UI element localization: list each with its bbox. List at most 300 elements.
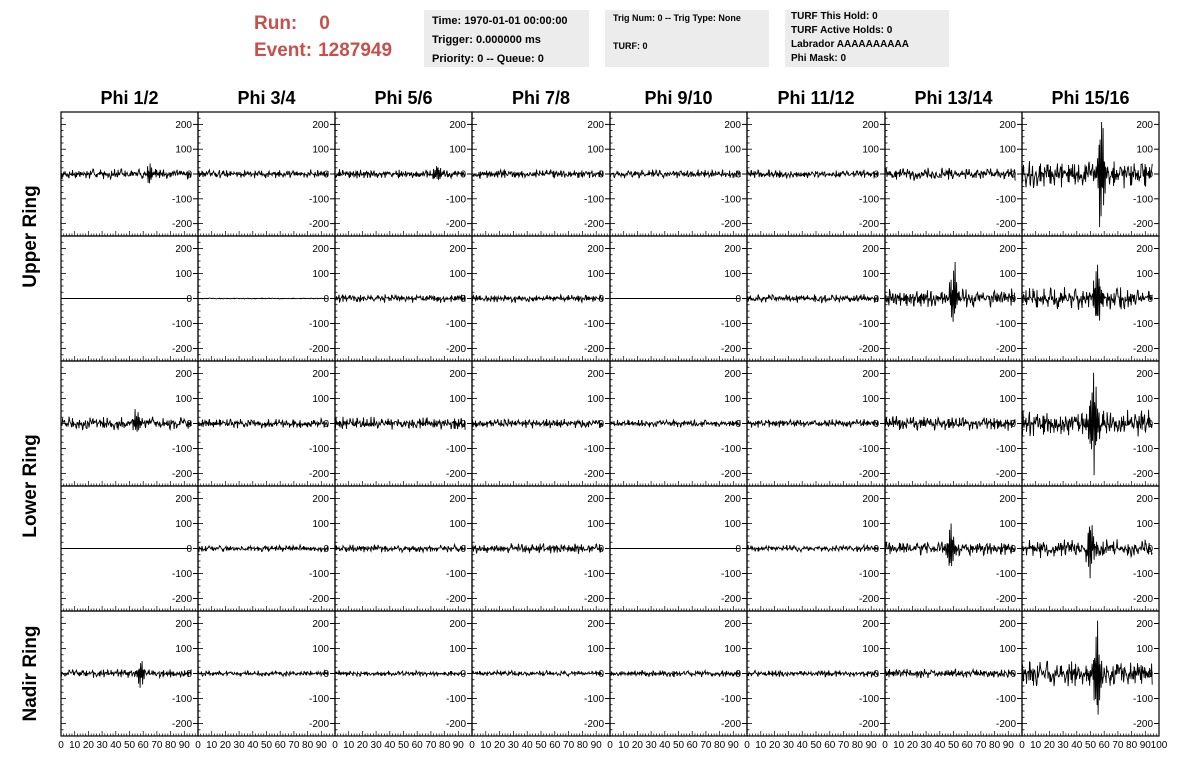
x-tick-label: 70	[700, 740, 712, 751]
x-tick-label: 10	[69, 740, 81, 751]
waveform-trace	[1022, 373, 1152, 475]
y-tick-label: 200	[175, 494, 192, 505]
x-tick-label: 50	[397, 740, 410, 751]
y-tick-label: 100	[312, 394, 329, 405]
y-tick-label: 200	[862, 369, 879, 380]
y-tick-label: -100	[583, 444, 604, 455]
x-tick-label: 50	[810, 740, 822, 751]
x-tick-label: 40	[934, 740, 946, 751]
y-tick-label: -200	[583, 344, 604, 355]
x-tick-label: 80	[165, 740, 177, 751]
labrador-text: Labrador AAAAAAAAAA	[791, 39, 909, 50]
x-tick-label: 70	[288, 740, 300, 751]
x-tick-label: 50	[535, 740, 547, 751]
y-tick-label: -100	[171, 194, 192, 206]
x-tick-label: 0	[744, 740, 750, 751]
y-tick-label: -200	[858, 469, 879, 480]
x-tick-label: 0	[195, 740, 201, 751]
y-tick-label: 200	[449, 119, 466, 131]
event-label: Event:	[254, 40, 313, 61]
y-tick-label: 100	[724, 144, 741, 156]
y-tick-label: -100	[445, 444, 466, 455]
y-tick-label: 200	[724, 619, 741, 630]
y-tick-label: 100	[862, 394, 879, 405]
x-tick-label: 80	[989, 740, 1001, 751]
x-tick-label: 100	[1150, 740, 1168, 751]
x-tick-label: 70	[975, 740, 987, 751]
waveform-trace	[610, 170, 740, 179]
x-tick-label: 40	[247, 740, 259, 751]
x-tick-label: 30	[920, 740, 932, 751]
y-tick-label: 100	[312, 519, 329, 530]
y-tick-label: 200	[862, 494, 879, 505]
y-tick-label: -200	[858, 219, 879, 231]
y-tick-label: 0	[598, 169, 604, 181]
time-text: Time: 1970-01-01 00:00:00	[432, 15, 568, 27]
y-tick-label: -100	[445, 569, 466, 580]
y-tick-label: 100	[999, 144, 1016, 156]
x-tick-label: 10	[755, 740, 767, 751]
y-tick-label: 0	[1147, 419, 1153, 430]
y-tick-label: -200	[308, 594, 329, 605]
waveform-trace	[610, 670, 740, 677]
y-tick-label: -100	[720, 444, 741, 455]
x-tick-label: 30	[1057, 740, 1069, 751]
y-tick-label: 200	[312, 494, 329, 505]
y-tick-label: 100	[999, 644, 1016, 655]
x-tick-label: 10	[893, 740, 905, 751]
y-tick-label: 200	[724, 244, 741, 255]
run-label: Run:	[254, 13, 298, 34]
x-tick-label: 50	[672, 740, 685, 751]
y-tick-label: 100	[724, 394, 741, 405]
waveform-trace	[198, 671, 328, 677]
run-value: 0	[319, 13, 330, 34]
waveform-trace	[472, 170, 603, 179]
y-tick-label: 0	[186, 544, 192, 555]
y-tick-label: 200	[724, 369, 741, 380]
waveform-trace	[885, 524, 1015, 567]
y-tick-label: -200	[995, 344, 1016, 355]
x-tick-label: 70	[425, 740, 437, 751]
y-tick-label: 0	[598, 544, 604, 555]
waveform-trace	[747, 294, 878, 303]
waveform-trace	[335, 417, 465, 430]
waveform-trace	[198, 298, 328, 299]
x-tick-label: 30	[782, 740, 794, 751]
y-tick-label: 200	[999, 244, 1016, 255]
y-tick-label: 0	[735, 294, 741, 305]
x-tick-label: 20	[82, 740, 94, 751]
y-tick-label: 100	[724, 519, 741, 530]
row-label: Lower Ring	[20, 434, 41, 538]
y-tick-label: 100	[449, 269, 466, 280]
y-tick-label: -200	[858, 594, 879, 605]
x-tick-label: 60	[137, 740, 149, 751]
y-tick-label: 100	[175, 269, 192, 280]
waveform-trace	[472, 543, 603, 554]
y-tick-label: -200	[1132, 594, 1153, 605]
y-tick-label: -200	[995, 469, 1016, 480]
y-tick-label: -200	[720, 594, 741, 605]
y-tick-label: 200	[1136, 119, 1153, 131]
y-tick-label: -200	[171, 219, 192, 231]
y-tick-label: 100	[1136, 644, 1153, 655]
x-tick-label: 90	[315, 740, 327, 751]
y-tick-label: 100	[449, 394, 466, 405]
turf-text: TURF: 0	[613, 41, 648, 51]
x-tick-label: 50	[260, 740, 273, 751]
y-tick-label: -200	[171, 719, 192, 730]
y-tick-label: 100	[724, 644, 741, 655]
y-tick-label: -100	[583, 319, 604, 330]
x-tick-label: 20	[631, 740, 643, 751]
y-tick-label: 200	[999, 619, 1016, 630]
x-tick-label: 20	[769, 740, 781, 751]
y-tick-label: 0	[460, 419, 466, 430]
x-tick-label: 40	[110, 740, 122, 751]
y-tick-label: -200	[171, 594, 192, 605]
y-tick-label: 200	[587, 119, 604, 131]
y-tick-label: 100	[449, 519, 466, 530]
x-tick-label: 70	[1112, 740, 1124, 751]
waveform-trace	[61, 661, 191, 688]
y-tick-label: -100	[308, 444, 329, 455]
x-tick-label: 10	[1030, 740, 1042, 751]
y-tick-label: 100	[862, 644, 879, 655]
y-tick-label: 100	[587, 269, 604, 280]
y-tick-label: -200	[308, 719, 329, 730]
column-header: Phi 7/8	[511, 88, 571, 108]
y-tick-label: 200	[587, 494, 604, 505]
y-tick-label: 0	[460, 669, 466, 680]
y-tick-label: 0	[1010, 544, 1016, 555]
y-tick-label: -200	[1132, 469, 1153, 480]
y-tick-label: -100	[1132, 694, 1153, 705]
y-tick-label: 0	[1147, 669, 1153, 680]
y-tick-label: 0	[873, 544, 879, 555]
y-tick-label: -200	[445, 594, 466, 605]
y-tick-label: -200	[1132, 344, 1153, 355]
waveform-trace	[885, 669, 1015, 678]
x-tick-label: 0	[1019, 740, 1025, 751]
y-tick-label: -200	[583, 219, 604, 231]
y-tick-label: 100	[312, 644, 329, 655]
column-header: Phi 15/16	[1051, 88, 1130, 108]
waveform-trace	[610, 420, 740, 428]
y-tick-label: 0	[323, 419, 329, 430]
waveform-trace	[885, 416, 1015, 431]
y-tick-label: 200	[862, 244, 879, 255]
y-tick-label: 200	[449, 619, 466, 630]
y-tick-label: 0	[873, 169, 879, 181]
waveform-trace	[61, 164, 191, 184]
x-tick-label: 40	[1071, 740, 1083, 751]
y-tick-label: -200	[720, 344, 741, 355]
waveform-trace	[198, 545, 328, 552]
y-tick-label: -200	[1132, 719, 1153, 730]
waveform-trace	[747, 545, 878, 552]
y-tick-label: -200	[445, 719, 466, 730]
y-tick-label: -100	[445, 194, 466, 206]
y-tick-label: -100	[171, 319, 192, 330]
waveform-trace	[747, 170, 878, 178]
turf-active-holds-text: TURF Active Holds: 0	[791, 25, 893, 36]
y-tick-label: 0	[873, 419, 879, 430]
x-tick-label: 60	[1098, 740, 1110, 751]
y-tick-label: -100	[720, 694, 741, 705]
x-tick-label: 50	[947, 740, 960, 751]
y-tick-label: -200	[171, 469, 192, 480]
y-tick-label: 200	[175, 369, 192, 380]
y-tick-label: 100	[175, 144, 192, 156]
x-tick-label: 80	[439, 740, 451, 751]
y-tick-label: 0	[735, 169, 741, 181]
x-tick-label: 90	[1139, 740, 1151, 751]
y-tick-label: 0	[1010, 169, 1016, 181]
y-tick-label: 200	[862, 119, 879, 131]
y-tick-label: 0	[323, 169, 329, 181]
y-tick-label: -200	[583, 719, 604, 730]
y-tick-label: 0	[1010, 419, 1016, 430]
y-tick-label: -100	[171, 569, 192, 580]
x-tick-label: 50	[123, 740, 136, 751]
y-tick-label: 100	[587, 394, 604, 405]
y-tick-label: -200	[720, 469, 741, 480]
y-tick-label: -200	[445, 219, 466, 231]
y-tick-label: 0	[460, 169, 466, 181]
x-tick-label: 40	[521, 740, 533, 751]
y-tick-label: -200	[308, 469, 329, 480]
column-header: Phi 11/12	[777, 88, 855, 108]
y-tick-label: 0	[1147, 294, 1153, 305]
x-tick-label: 30	[233, 740, 245, 751]
y-tick-label: 0	[186, 419, 192, 430]
trigger-text: Trigger: 0.000000 ms	[432, 34, 541, 46]
y-tick-label: -100	[308, 569, 329, 580]
y-tick-label: 0	[598, 419, 604, 430]
y-tick-label: 0	[460, 544, 466, 555]
y-tick-label: -200	[858, 344, 879, 355]
x-tick-label: 40	[659, 740, 671, 751]
waveform-trace	[472, 671, 603, 677]
y-tick-label: -100	[858, 194, 879, 206]
x-tick-label: 20	[906, 740, 918, 751]
y-tick-label: 100	[862, 269, 879, 280]
y-tick-label: 0	[1147, 544, 1153, 555]
y-tick-label: 0	[598, 294, 604, 305]
x-tick-label: 20	[1043, 740, 1055, 751]
x-tick-label: 80	[302, 740, 314, 751]
y-tick-label: 200	[1136, 369, 1153, 380]
column-header: Phi 9/10	[644, 88, 713, 108]
y-tick-label: -200	[308, 219, 329, 231]
y-tick-label: 200	[999, 119, 1016, 131]
x-tick-label: 40	[796, 740, 808, 751]
y-tick-label: 200	[175, 619, 192, 630]
y-tick-label: 0	[598, 669, 604, 680]
x-tick-label: 70	[838, 740, 850, 751]
y-tick-label: 100	[1136, 269, 1153, 280]
y-tick-label: -100	[858, 569, 879, 580]
y-tick-label: -100	[858, 444, 879, 455]
y-tick-label: -200	[995, 594, 1016, 605]
waveform-trace	[747, 670, 878, 677]
y-tick-label: 0	[186, 669, 192, 680]
y-tick-label: 200	[449, 369, 466, 380]
y-tick-label: -100	[1132, 569, 1153, 580]
y-tick-label: 100	[587, 144, 604, 156]
x-tick-label: 80	[714, 740, 726, 751]
x-tick-label: 50	[1084, 740, 1097, 751]
y-tick-label: 100	[724, 269, 741, 280]
row-label: Upper Ring	[20, 185, 41, 288]
y-tick-label: -200	[308, 344, 329, 355]
column-header: Phi 1/2	[100, 88, 159, 108]
x-tick-label: 70	[563, 740, 575, 751]
y-tick-label: 100	[862, 519, 879, 530]
y-tick-label: 200	[175, 119, 192, 131]
waveform-trace	[747, 419, 878, 428]
y-tick-label: -100	[858, 694, 879, 705]
x-tick-label: 0	[469, 740, 475, 751]
y-tick-label: 100	[862, 144, 879, 156]
y-tick-label: 200	[312, 369, 329, 380]
waveform-trace	[335, 294, 465, 303]
waveform-trace	[1022, 119, 1153, 227]
x-tick-label: 80	[1126, 740, 1138, 751]
y-tick-label: -100	[858, 319, 879, 330]
waveform-trace	[335, 671, 465, 677]
y-tick-label: 0	[323, 544, 329, 555]
x-tick-label: 90	[865, 740, 877, 751]
y-tick-label: 200	[587, 619, 604, 630]
y-tick-label: 200	[724, 119, 741, 131]
y-tick-label: 100	[1136, 394, 1153, 405]
y-tick-label: 0	[1010, 294, 1016, 305]
y-tick-label: 200	[999, 369, 1016, 380]
x-tick-label: 30	[370, 740, 382, 751]
x-tick-label: 90	[1002, 740, 1014, 751]
waveform-trace	[198, 419, 328, 429]
y-tick-label: 0	[323, 669, 329, 680]
x-tick-label: 60	[961, 740, 973, 751]
y-tick-label: -200	[995, 719, 1016, 730]
y-tick-label: 200	[587, 244, 604, 255]
y-tick-label: -100	[308, 319, 329, 330]
y-tick-label: 0	[323, 294, 329, 305]
waveform-trace	[198, 170, 328, 179]
x-tick-label: 60	[824, 740, 836, 751]
y-tick-label: 200	[312, 244, 329, 255]
y-tick-label: -100	[995, 694, 1016, 705]
column-header: Phi 3/4	[237, 88, 296, 108]
y-tick-label: -200	[445, 344, 466, 355]
y-tick-label: 200	[312, 119, 329, 131]
y-tick-label: -100	[171, 444, 192, 455]
y-tick-label: -100	[308, 194, 329, 206]
x-tick-label: 0	[332, 740, 338, 751]
y-tick-label: 200	[999, 494, 1016, 505]
y-tick-label: -100	[720, 569, 741, 580]
x-tick-label: 80	[851, 740, 863, 751]
y-tick-label: 0	[873, 669, 879, 680]
y-tick-label: 200	[449, 244, 466, 255]
waveform-trace	[472, 419, 603, 428]
y-tick-label: 100	[175, 644, 192, 655]
y-tick-label: -200	[720, 219, 741, 231]
y-tick-label: 200	[312, 619, 329, 630]
y-tick-label: 200	[1136, 244, 1153, 255]
x-tick-label: 10	[480, 740, 492, 751]
x-tick-label: 20	[494, 740, 506, 751]
trig-num-text: Trig Num: 0 -- Trig Type: None	[613, 13, 741, 23]
phi-mask-text: Phi Mask: 0	[791, 53, 847, 64]
y-tick-label: -100	[720, 319, 741, 330]
y-tick-label: 100	[312, 269, 329, 280]
y-tick-label: -100	[583, 694, 604, 705]
y-tick-label: 200	[449, 494, 466, 505]
column-header: Phi 13/14	[914, 88, 993, 108]
x-tick-label: 10	[343, 740, 355, 751]
x-tick-label: 0	[882, 740, 888, 751]
y-tick-label: 200	[1136, 619, 1153, 630]
y-tick-label: 0	[1010, 669, 1016, 680]
x-tick-label: 20	[356, 740, 368, 751]
waveform-trace	[61, 409, 191, 432]
y-tick-label: 100	[449, 144, 466, 156]
y-tick-label: -100	[995, 194, 1016, 206]
x-tick-label: 80	[576, 740, 588, 751]
y-tick-label: 200	[587, 369, 604, 380]
y-tick-label: 0	[460, 294, 466, 305]
y-tick-label: -200	[720, 719, 741, 730]
x-tick-label: 30	[645, 740, 657, 751]
y-tick-label: -200	[583, 469, 604, 480]
y-tick-label: -200	[858, 719, 879, 730]
y-tick-label: 100	[1136, 144, 1153, 156]
y-tick-label: 0	[186, 169, 192, 181]
y-tick-label: -200	[1132, 219, 1153, 231]
y-tick-label: 100	[449, 644, 466, 655]
y-tick-label: -100	[995, 319, 1016, 330]
x-tick-label: 0	[58, 740, 64, 751]
x-tick-label: 40	[384, 740, 396, 751]
y-tick-label: -100	[1132, 444, 1153, 455]
y-tick-label: -100	[583, 569, 604, 580]
y-tick-label: 100	[999, 519, 1016, 530]
x-tick-label: 20	[219, 740, 231, 751]
y-tick-label: -100	[583, 194, 604, 206]
y-tick-label: -100	[308, 694, 329, 705]
y-tick-label: 100	[587, 644, 604, 655]
y-tick-label: 200	[862, 619, 879, 630]
waveform-trace	[335, 545, 465, 553]
y-tick-label: -100	[720, 194, 741, 206]
x-tick-label: 10	[618, 740, 630, 751]
x-tick-label: 60	[274, 740, 286, 751]
y-tick-label: 200	[175, 244, 192, 255]
y-tick-label: 100	[999, 269, 1016, 280]
x-tick-label: 60	[686, 740, 698, 751]
waveform-trace	[472, 295, 603, 302]
y-tick-label: -100	[445, 319, 466, 330]
waveform-trace	[885, 168, 1015, 181]
y-tick-label: -100	[1132, 194, 1153, 206]
waveform-trace	[885, 262, 1015, 322]
y-tick-label: 200	[724, 494, 741, 505]
y-tick-label: 0	[873, 294, 879, 305]
